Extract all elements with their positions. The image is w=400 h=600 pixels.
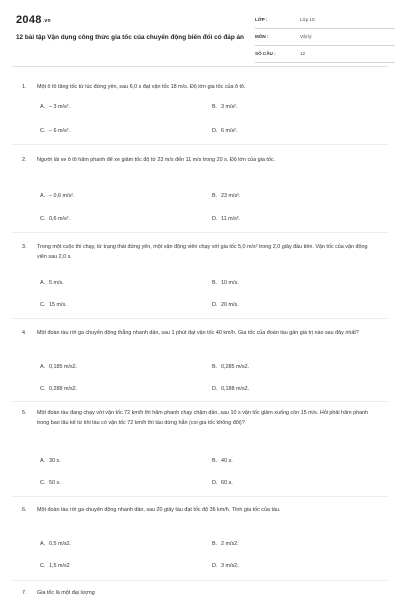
meta-value: 12 <box>300 51 306 56</box>
option-key: D. <box>212 216 218 222</box>
option-value: 1,5 m/s2 <box>49 563 70 569</box>
logo-suffix: .vn <box>42 18 51 24</box>
option-value: 60 s. <box>221 480 233 486</box>
option-value: 6 m/s². <box>221 128 238 134</box>
meta-panel <box>255 14 395 65</box>
question-body: Một ô tô tăng tốc từ lúc đứng yên, sau 6,0 s đạt vận tốc 18 m/s. Độ lớn gia tốc của ô tô. <box>37 84 246 90</box>
option-value: 3 m/s². <box>221 104 238 110</box>
meta-value: Lớp 10 <box>300 17 315 22</box>
option-value: 11 m/s². <box>221 216 241 222</box>
option-value: 5 m/s. <box>49 280 64 286</box>
question-number: 6. <box>22 507 27 513</box>
question-separator <box>12 144 388 145</box>
option-key: B. <box>212 104 218 110</box>
question-text <box>22 82 382 92</box>
option-key: D. <box>212 302 218 308</box>
option-value: – 0,6 m/s². <box>49 193 75 199</box>
option-value: 30 s. <box>49 458 61 464</box>
option-key: B. <box>212 193 218 199</box>
option-key: D. <box>212 386 218 392</box>
option-key: C. <box>40 386 46 392</box>
option-key: C. <box>40 480 46 486</box>
option-key: A. <box>40 193 46 199</box>
question-separator <box>12 318 388 319</box>
question-body: Gia tốc là một đại lượng <box>37 590 95 596</box>
option-key: C. <box>40 302 46 308</box>
meta-label: LỚP : <box>255 17 268 22</box>
question-body: Một đoàn tàu đang chạy với vận tốc 72 km/h thì hãm phanh chạy chậm dần, sau 10 s vận tốc giảm xuống còn 15 m/s. Hỏi phải hãm phanh trong bao lâu kể từ khi tàu có vận tốc 72 km/h thì tàu dừng hẳn (coi gia tốc không đổi)? <box>37 410 369 426</box>
option-key: B. <box>212 364 218 370</box>
option-value: – 3 m/s². <box>49 104 70 110</box>
question-number: 3. <box>22 244 27 250</box>
option-value: 0,185 m/s2. <box>49 364 78 370</box>
option-key: C. <box>40 563 46 569</box>
option-value: 50 s. <box>49 480 61 486</box>
option-key: B. <box>212 458 218 464</box>
option-key: C. <box>40 128 46 134</box>
option-value: 40 s. <box>221 458 233 464</box>
option-key: D. <box>212 128 218 134</box>
question-separator <box>12 232 388 233</box>
meta-label: MÔN : <box>255 34 269 39</box>
option-value: 0,288 m/s2. <box>49 386 78 392</box>
header-divider <box>12 66 388 67</box>
option-value: 0,6 m/s². <box>49 216 70 222</box>
question-separator <box>12 580 388 581</box>
option-value: 2 m/s2. <box>221 541 239 547</box>
question-separator <box>12 401 388 402</box>
option-value: 15 m/s. <box>49 302 67 308</box>
question-text <box>22 328 382 348</box>
question-text <box>22 242 382 262</box>
question-text <box>22 588 382 598</box>
meta-row-subject <box>255 31 395 46</box>
option-key: D. <box>212 563 218 569</box>
option-value: 10 m/s. <box>221 280 239 286</box>
question-text <box>22 155 382 175</box>
option-value: 3 m/s2. <box>221 563 239 569</box>
question-number: 7. <box>22 590 27 596</box>
option-key: A. <box>40 541 46 547</box>
option-key: A. <box>40 280 46 286</box>
meta-row-count <box>255 48 395 63</box>
option-key: A. <box>40 104 46 110</box>
question-number: 2. <box>22 157 27 163</box>
option-value: 20 m/s. <box>221 302 239 308</box>
option-key: B. <box>212 280 218 286</box>
question-body: Một đoàn tàu rời ga chuyển động thẳng nhanh dần, sau 1 phút đạt vận tốc 40 km/h. Gia tốc của đoàn tàu gần giá trị nào sau đây nhất? <box>37 330 359 336</box>
option-value: 0,188 m/s2. <box>221 386 250 392</box>
question-number: 4. <box>22 330 27 336</box>
question-text <box>22 408 382 438</box>
option-key: D. <box>212 480 218 486</box>
site-logo[interactable] <box>16 14 51 26</box>
meta-label: SỐ CÂU : <box>255 51 276 56</box>
document-title: 12 bài tập Vận dụng công thức gia tốc của chuyển động biến đổi có đáp án <box>16 34 244 41</box>
option-value: 23 m/s². <box>221 193 241 199</box>
option-key: B. <box>212 541 218 547</box>
option-value: 0,5 m/s2. <box>49 541 72 547</box>
option-key: A. <box>40 458 46 464</box>
question-body: Một đoàn tàu rời ga chuyển động nhanh dần, sau 20 giây tàu đạt tốc độ 36 km/h. Tính gia tốc của tàu. <box>37 507 281 513</box>
option-key: A. <box>40 364 46 370</box>
logo-text: 2048 <box>16 14 42 26</box>
question-body: Người lái xe ô tô hãm phanh để xe giảm tốc độ từ 23 m/s đến 11 m/s trong 20 s. Độ lớn của gia tốc. <box>37 157 276 163</box>
option-value: 0,285 m/s2. <box>221 364 250 370</box>
option-key: C. <box>40 216 46 222</box>
question-text <box>22 505 382 525</box>
question-number: 1. <box>22 84 27 90</box>
question-separator <box>12 496 388 497</box>
document-header <box>16 14 386 60</box>
option-value: – 6 m/s². <box>49 128 70 134</box>
meta-row-class <box>255 14 395 29</box>
question-number: 5. <box>22 410 27 416</box>
meta-value: Vật lý <box>300 34 312 39</box>
question-body: Trong một cuộc thi chạy, từ trạng thái đứng yên, một vận động viên chạy với gia tốc 5,0 m/s² trong 2,0 giây đầu tiên. Vận tốc của vận động viên sau 2,0 s. <box>37 244 368 260</box>
